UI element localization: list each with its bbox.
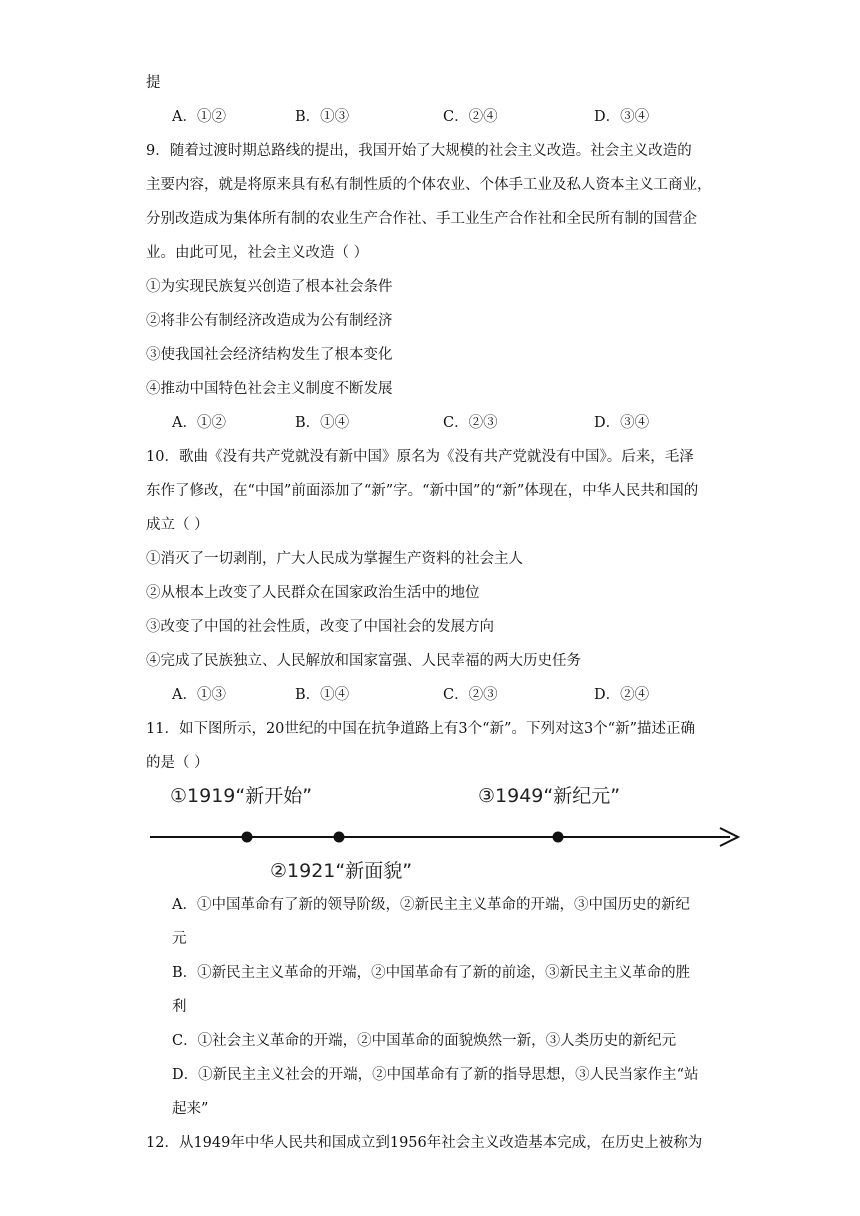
q9-option-a[interactable]: A．①② (172, 415, 226, 431)
q8-option-a[interactable]: A．①② (172, 109, 226, 125)
q9-statement-2: ②将非公有制经济改造成为公有制经济 (146, 313, 393, 329)
q8-option-d[interactable]: D．③④ (594, 109, 650, 125)
q10-option-b[interactable]: B．①④ (295, 687, 350, 703)
q11-option-c[interactable]: C．①社会主义革命的开端，②中国革命的面貌焕然一新，③人类历史的新纪元 (172, 1033, 677, 1049)
q9-stem-line-2: 主要内容，就是将原来具有私有制性质的个体农业、个体手工业及私人资本主义工商业， (146, 177, 712, 193)
q10-stem-line-3: 成立（ ） (146, 517, 209, 533)
q11-option-b-line-2[interactable]: 利 (172, 999, 187, 1015)
q10-statement-2: ②从根本上改变了人民群众在国家政治生活中的地位 (146, 585, 480, 601)
q11-stem-line-2: 的是（ ） (146, 755, 209, 771)
q8-option-c[interactable]: C．②④ (443, 109, 498, 125)
timeline-label-1921: ②1921“新面貌” (270, 860, 413, 882)
q11-option-d-line-1[interactable]: D．①新民主主义社会的开端，②中国革命有了新的指导思想，③人民当家作主“站 (172, 1067, 699, 1083)
q10-option-c[interactable]: C．②③ (443, 687, 498, 703)
q11-stem-line-1: 11．如下图所示，20世纪的中国在抗争道路上有3个“新”。下列对这3个“新”描述正确 (146, 721, 696, 737)
q11-option-a-line-1[interactable]: A．①中国革命有了新的领导阶级，②新民主主义革命的开端，③中国历史的新纪 (172, 897, 690, 913)
q12-stem-line-1: 12．从1949年中华人民共和国成立到1956年社会主义改造基本完成，在历史上被称为 (146, 1135, 703, 1151)
q11-option-a-line-2[interactable]: 元 (172, 931, 187, 947)
q9-option-c[interactable]: C．②③ (443, 415, 498, 431)
q11-option-d-line-2[interactable]: 起来” (172, 1101, 209, 1117)
q9-stem-line-4: 业。由此可见，社会主义改造（ ） (146, 245, 369, 261)
q10-statement-3: ③改变了中国的社会性质，改变了中国社会的发展方向 (146, 619, 494, 635)
q9-stem-line-1: 9．随着过渡时期总路线的提出，我国开始了大规模的社会主义改造。社会主义改造的 (146, 143, 692, 159)
q10-stem-line-2: 东作了修改，在“中国”前面添加了“新”字。“新中国”的“新”体现在，中华人民共和国的 (146, 483, 699, 499)
q10-statement-4: ④完成了民族独立、人民解放和国家富强、人民幸福的两大历史任务 (146, 653, 581, 669)
timeline-label-1919: ①1919“新开始” (170, 785, 313, 807)
q9-statement-1: ①为实现民族复兴创造了根本社会条件 (146, 279, 393, 295)
q9-statement-4: ④推动中国特色社会主义制度不断发展 (146, 381, 393, 397)
q9-stem-line-3: 分别改造成为集体所有制的农业生产合作社、手工业生产合作社和全民所有制的国营企 (146, 211, 697, 227)
timeline-dot-1919 (242, 832, 253, 843)
q10-option-d[interactable]: D．②④ (594, 687, 650, 703)
q11-option-b-line-1[interactable]: B．①新民主主义革命的开端，②中国革命有了新的前途，③新民主主义革命的胜 (172, 965, 691, 981)
timeline-dot-1921 (334, 832, 345, 843)
timeline-figure (140, 820, 744, 856)
q9-option-b[interactable]: B．①④ (295, 415, 350, 431)
q8-option-b[interactable]: B．①③ (295, 109, 350, 125)
q8-tail: 提 (146, 75, 161, 91)
q10-stem-line-1: 10．歌曲《没有共产党就没有新中国》原名为《没有共产党就没有中国》。后来，毛泽 (146, 449, 694, 465)
q10-option-a[interactable]: A．①③ (172, 687, 226, 703)
q9-option-d[interactable]: D．③④ (594, 415, 650, 431)
timeline-dot-1949 (553, 832, 564, 843)
q10-statement-1: ①消灭了一切剥削，广大人民成为掌握生产资料的社会主人 (146, 551, 523, 567)
q9-statement-3: ③使我国社会经济结构发生了根本变化 (146, 347, 393, 363)
timeline-label-1949: ③1949“新纪元” (478, 785, 621, 807)
